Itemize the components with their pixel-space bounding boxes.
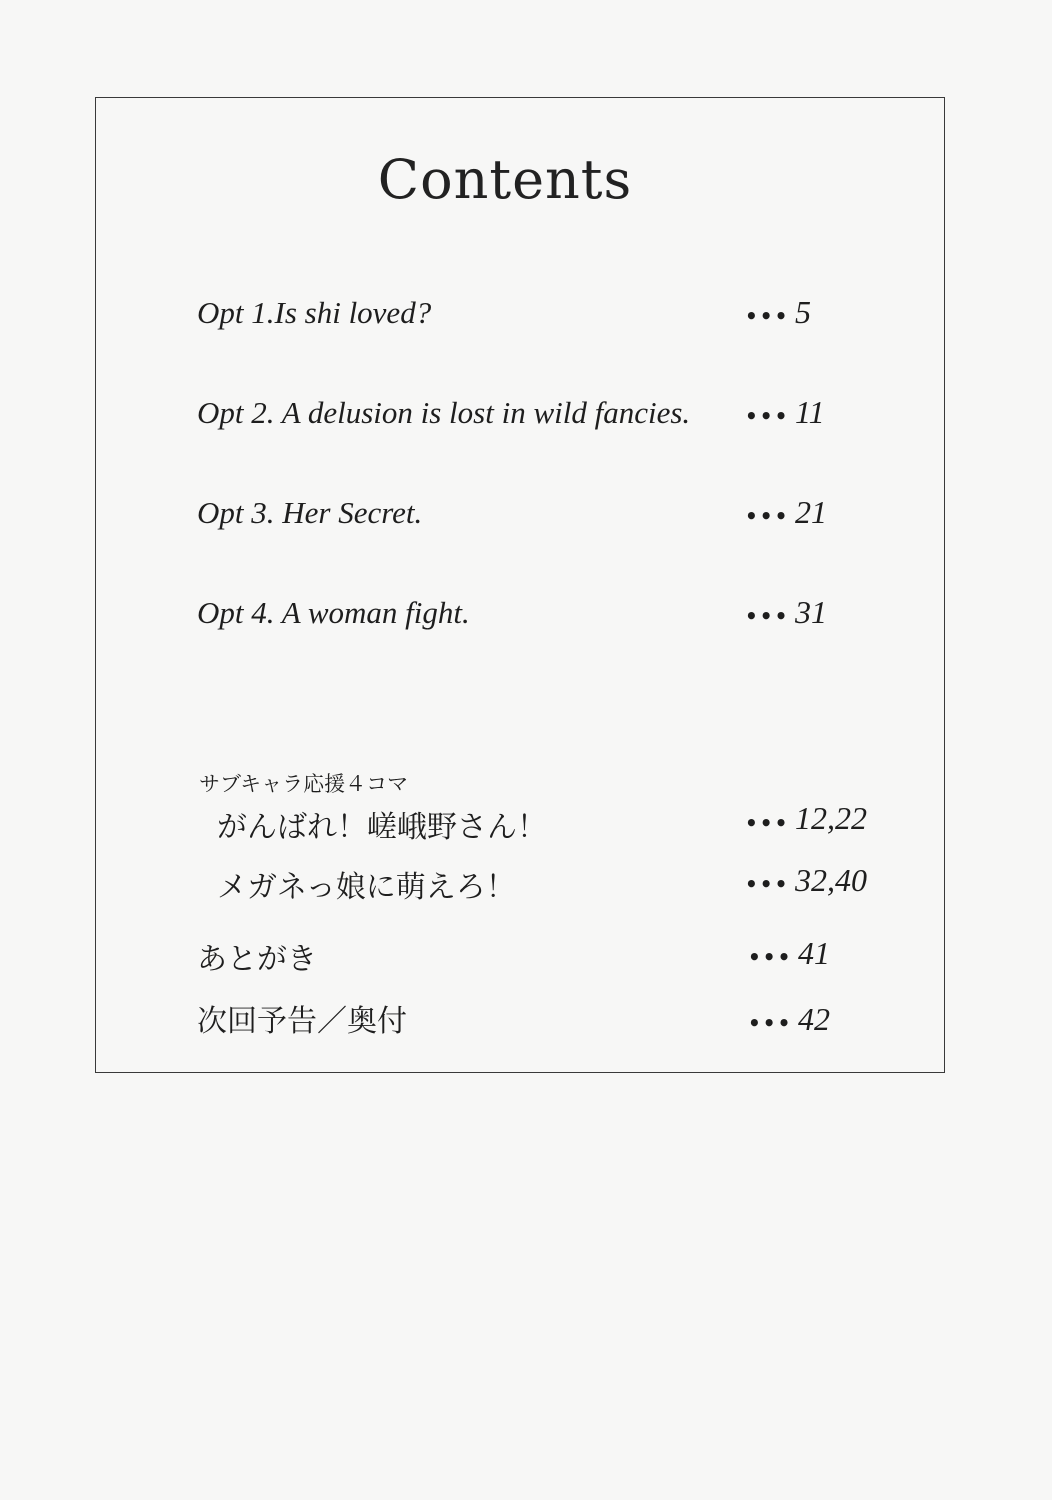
page-frame xyxy=(95,97,945,1073)
toc-entry-label: Opt 3. Her Secret. xyxy=(197,495,423,530)
toc-entry-label: Opt 2. A delusion is lost in wild fancies. xyxy=(197,395,691,430)
page-title: Contents xyxy=(377,148,633,211)
toc-entry-label: あとがき xyxy=(197,942,317,977)
leader-dots: ••• xyxy=(745,872,790,896)
leader-dots: ••• xyxy=(748,945,793,969)
toc-entry-label: 次回予告／奥付 xyxy=(197,1004,407,1039)
leader-dots: ••• xyxy=(745,811,790,835)
toc-entry-label: がんばれ！嵯峨野さん！ xyxy=(217,810,547,845)
toc-entry-page: 32,40 xyxy=(795,862,867,898)
toc-entry-page: 42 xyxy=(798,1001,830,1037)
leader-dots: ••• xyxy=(745,504,790,528)
toc-entry-label: メガネっ娘に萌えろ！ xyxy=(217,870,516,905)
toc-entry-label: Opt 4. A woman fight. xyxy=(197,595,470,630)
toc-entry-label: Opt 1.Is shi loved? xyxy=(197,295,432,330)
toc-entry-page: 11 xyxy=(795,394,825,430)
toc-entry-page: 12,22 xyxy=(795,800,867,836)
leader-dots: ••• xyxy=(748,1011,793,1035)
toc-entry-page: 5 xyxy=(795,294,811,330)
leader-dots: ••• xyxy=(745,304,790,328)
toc-entry-page: 41 xyxy=(798,935,830,971)
toc-entry-page: 21 xyxy=(795,494,827,530)
leader-dots: ••• xyxy=(745,404,790,428)
leader-dots: ••• xyxy=(745,604,790,628)
section-heading: サブキャラ応援４コマ xyxy=(199,772,409,796)
toc-entry-page: 31 xyxy=(795,594,827,630)
